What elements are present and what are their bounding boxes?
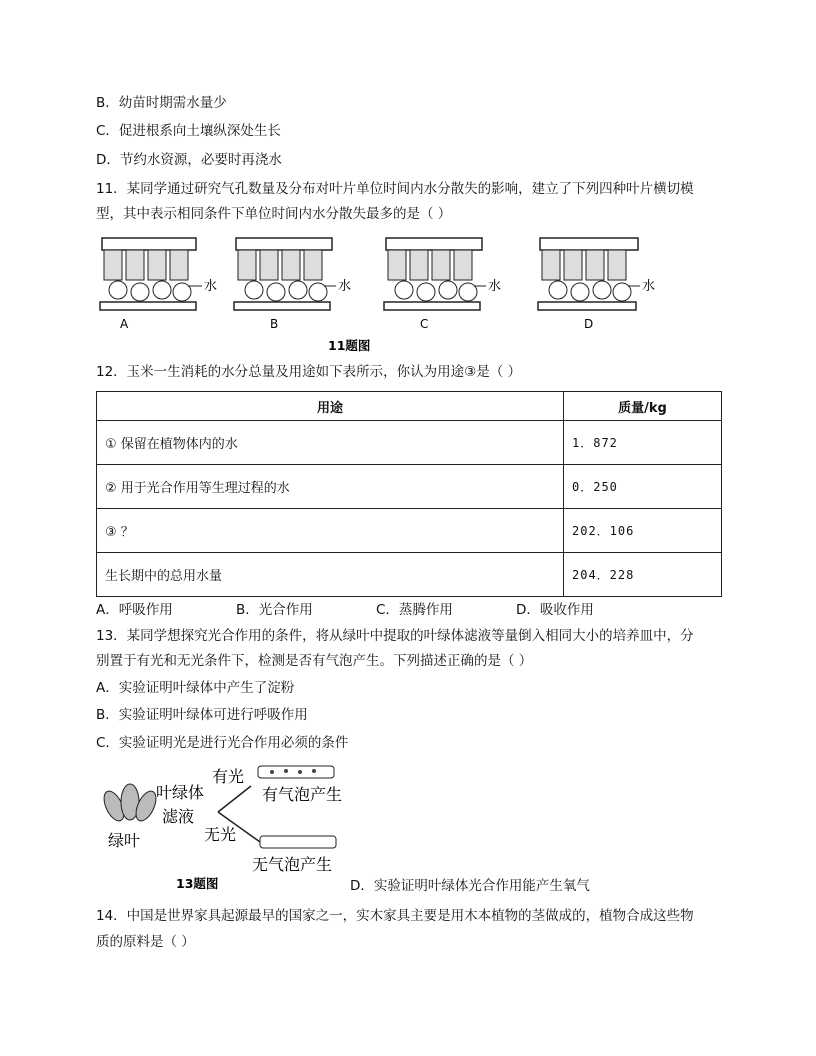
water-label-d: 水 bbox=[642, 279, 656, 294]
row-usage: ① 保留在植物体内的水 bbox=[97, 421, 564, 465]
dish-without-light bbox=[260, 836, 336, 848]
q13-stem-line2: 别置于有光和无光条件下，检测是否有气泡产生。下列描述正确的是（ ） bbox=[96, 653, 533, 669]
q12-option-b: B．光合作用 bbox=[236, 602, 313, 618]
q13-option-c: C．实验证明光是进行光合作用必须的条件 bbox=[96, 735, 349, 751]
row-mass: 204．228 bbox=[564, 553, 722, 597]
q11-stem-line1: 11．某同学通过研究气孔数量及分布对叶片单位时间内水分散失的影响，建立了下列四种叶片横切模 bbox=[96, 181, 694, 197]
q14-stem-line2: 质的原料是（ ） bbox=[96, 934, 195, 950]
leaf-model-a bbox=[100, 238, 196, 310]
q12-option-c: C．蒸腾作用 bbox=[376, 602, 453, 618]
row-usage: ② 用于光合作用等生理过程的水 bbox=[97, 465, 564, 509]
figure-label-c: C bbox=[420, 317, 429, 331]
filtrate-label-1: 叶绿体 bbox=[156, 783, 205, 802]
table-row bbox=[97, 421, 722, 465]
q11-figure bbox=[96, 230, 676, 355]
dark-label: 无光 bbox=[204, 825, 237, 844]
water-label-b: 水 bbox=[338, 279, 352, 294]
q13-option-b: B．实验证明叶绿体可进行呼吸作用 bbox=[96, 707, 308, 723]
q12-option-d: D．吸收作用 bbox=[516, 602, 594, 618]
leaf-icon bbox=[100, 784, 160, 824]
water-label-a: 水 bbox=[204, 279, 218, 294]
header-usage: 用途 bbox=[97, 392, 564, 421]
row-mass: 202．106 bbox=[564, 509, 722, 553]
q13-option-d: D．实验证明叶绿体光合作用能产生氧气 bbox=[350, 878, 590, 894]
q14-stem-line1: 14．中国是世界家具起源最早的国家之一，实木家具主要是用木本植物的茎做成的，植物合成这些物 bbox=[96, 908, 694, 924]
q12-stem: 12．玉米一生消耗的水分总量及用途如下表所示，你认为用途③是（ ） bbox=[96, 364, 522, 380]
leaf-model-c bbox=[384, 238, 482, 310]
q11-figure-caption: 11题图 bbox=[328, 338, 371, 353]
light-label: 有光 bbox=[212, 767, 245, 786]
bubbles-label: 有气泡产生 bbox=[262, 785, 343, 804]
figure-label-d: D bbox=[584, 317, 594, 331]
table-row bbox=[97, 509, 722, 553]
row-usage: ③ ？ bbox=[97, 509, 564, 553]
row-usage: 生长期中的总用水量 bbox=[97, 553, 564, 597]
q12-options bbox=[96, 598, 656, 618]
q13-option-a: A．实验证明叶绿体中产生了淀粉 bbox=[96, 680, 295, 696]
q10-option-b: B．幼苗时期需水量少 bbox=[96, 95, 227, 111]
q13-figure-caption: 13题图 bbox=[176, 876, 219, 891]
q13-stem-line1: 13．某同学想探究光合作用的条件，将从绿叶中提取的叶绿体滤液等量倒入相同大小的培养皿中，分 bbox=[96, 628, 694, 644]
q10-option-d: D．节约水资源，必要时再浇水 bbox=[96, 152, 282, 168]
q13-figure bbox=[96, 760, 366, 895]
header-mass: 质量/kg bbox=[564, 392, 722, 421]
dish-with-light bbox=[258, 766, 334, 778]
q10-option-c: C．促进根系向土壤纵深处生长 bbox=[96, 123, 281, 139]
water-usage-table bbox=[96, 391, 722, 597]
row-mass: 0．250 bbox=[564, 465, 722, 509]
table-row bbox=[97, 553, 722, 597]
q11-stem-line2: 型，其中表示相同条件下单位时间内水分散失最多的是（ ） bbox=[96, 206, 452, 222]
figure-label-b: B bbox=[270, 317, 279, 331]
water-label-c: 水 bbox=[488, 279, 502, 294]
leaf-model-b bbox=[234, 238, 332, 310]
row-mass: 1．872 bbox=[564, 421, 722, 465]
filtrate-label-2: 滤液 bbox=[162, 807, 195, 826]
no-bubbles-label: 无气泡产生 bbox=[252, 855, 333, 874]
table-row bbox=[97, 465, 722, 509]
figure-label-a: A bbox=[120, 317, 129, 331]
q12-option-a: A．呼吸作用 bbox=[96, 602, 173, 618]
leaf-label: 绿叶 bbox=[108, 831, 141, 850]
leaf-model-d bbox=[538, 238, 638, 310]
table-header-row bbox=[97, 392, 722, 421]
